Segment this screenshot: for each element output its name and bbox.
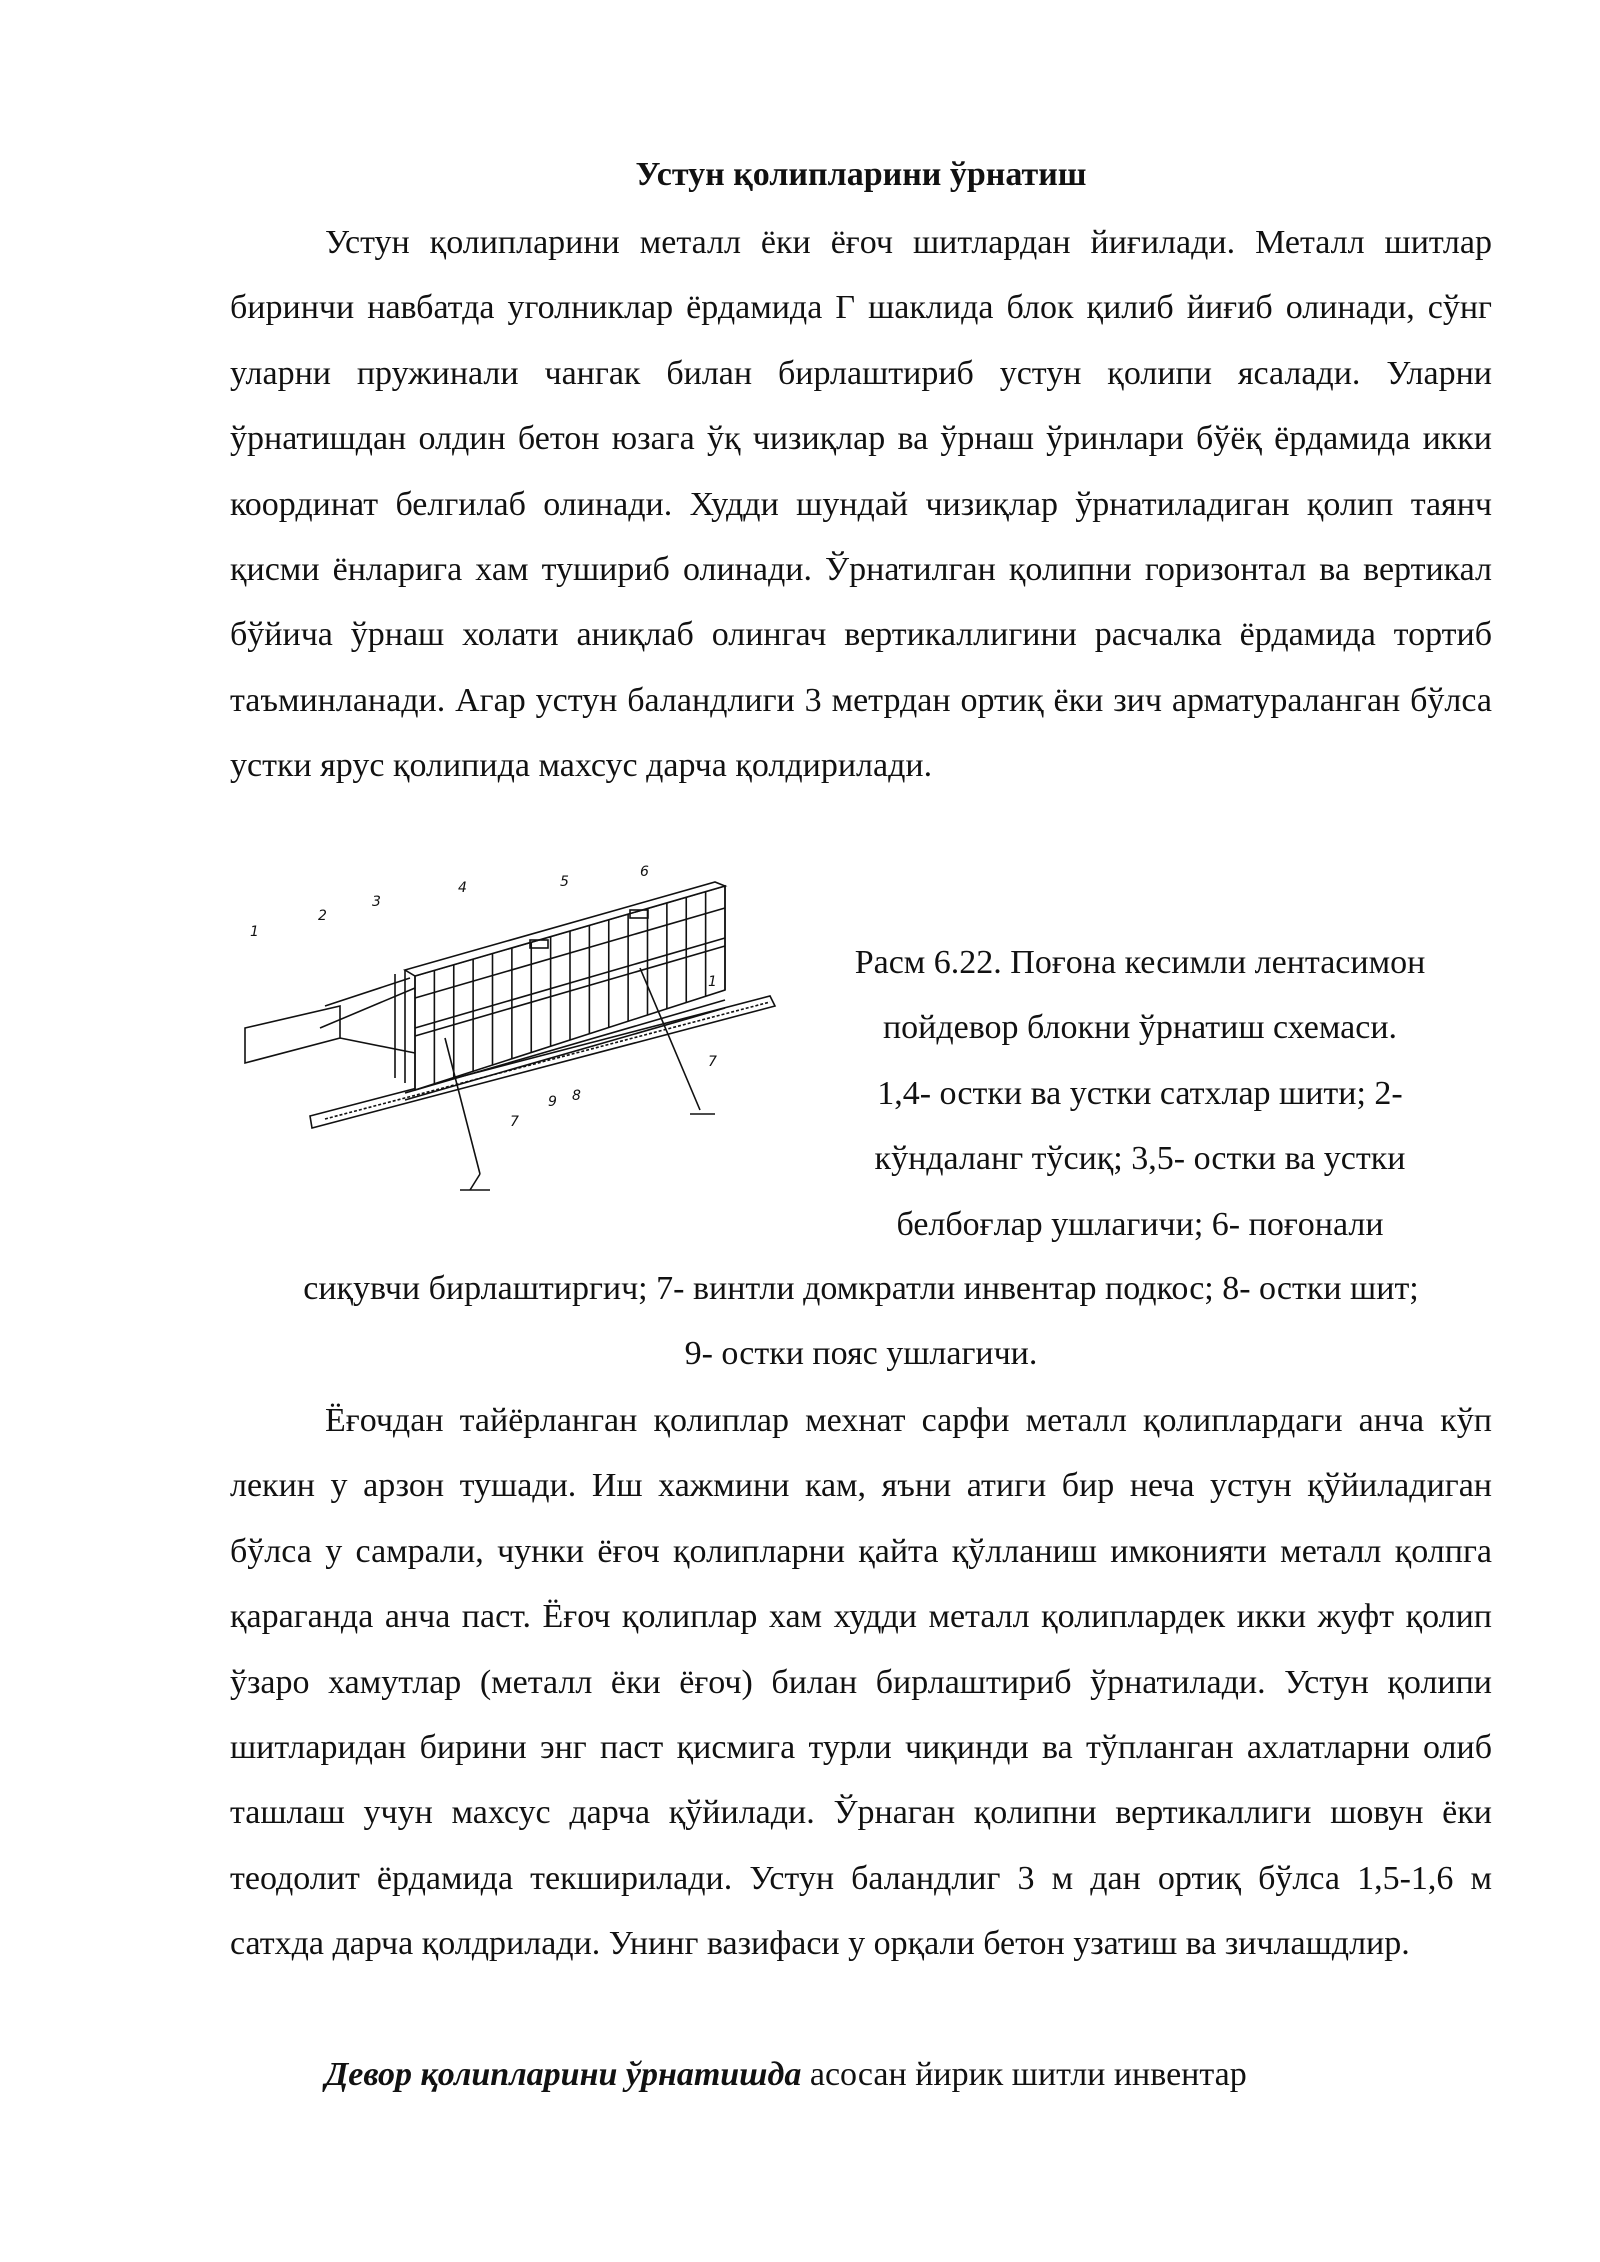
figure-label: 1 bbox=[708, 974, 717, 990]
caption-line: 1,4- остки ва устки сатхлар шити; 2- bbox=[877, 1074, 1403, 1112]
caption-line: сиқувчи бирлаштиргич; 7- винтли домкратли инвентар подкос; 8- остки шит; bbox=[303, 1270, 1419, 1307]
section-title: Устун қолипларини ўрнатиш bbox=[635, 156, 1087, 193]
figure-label: 3 bbox=[372, 894, 381, 910]
caption-line: пойдевор блокни ўрнатиш схемаси. bbox=[882, 1009, 1398, 1047]
figure-caption-continued bbox=[230, 1256, 1492, 1387]
caption-line: белбоғлар ушлагичи; 6- поғонали bbox=[896, 1205, 1384, 1243]
paragraph-text: асосан йирик шитли инвентар bbox=[801, 2056, 1247, 2093]
caption-line: Расм 6.22. Поғона кесимли лентасимон bbox=[854, 944, 1426, 981]
figure-label: 6 bbox=[640, 864, 649, 880]
paragraph-columns-formwork: Устун қолипларини металл ёки ёғоч шитлардан йиғилади. Металл шитлар биринчи навбатда уголниклар ёрдамида Г шаклида блок қилиб йиғиб олинади, сўнг уларни пружинали чангак билан бирлаштириб устун қолипи ясалади. Уларни ўрнатишдан олдин бетон юзага ўқ чизиқлар ва ўрнаш ўринлари бўёқ ёрдамида икки координат белгилаб олинади. Худди шундай чизиқлар ўрнатиладиган қолип таянч қисми ёнларига хам тушириб олинади. Ўрнатилган қолипни горизонтал ва вертикал бўйича ўрнаш холати аниқлаб олингач вертикаллигини расчалка ёрдамида тортиб таъминланади. Агар устун баландлиги 3 метрдан ортиқ ёки зич арматураланган бўлса устки ярус қолипида махсус дарча қолдирилади. bbox=[230, 224, 1492, 785]
paragraph-wall-formwork bbox=[230, 2042, 1492, 2107]
formwork-diagram bbox=[230, 864, 790, 1208]
figure-caption bbox=[820, 930, 1460, 1257]
figure-label: 1 bbox=[250, 924, 259, 940]
figure-label: 8 bbox=[572, 1088, 581, 1104]
figure-label: 7 bbox=[510, 1114, 519, 1130]
figure-label: 9 bbox=[548, 1094, 557, 1110]
emphasis-text: Девор қолипларини ўрнатишда bbox=[325, 2056, 802, 2093]
caption-line: 9- остки пояс ушлагичи. bbox=[684, 1335, 1038, 1373]
figure-label: 4 bbox=[458, 880, 467, 896]
figure-label: 5 bbox=[560, 874, 569, 890]
figure-label: 2 bbox=[318, 908, 327, 924]
figure-label: 7 bbox=[708, 1054, 717, 1070]
caption-line: кўндаланг тўсиқ; 3,5- остки ва устки bbox=[874, 1140, 1406, 1178]
paragraph-wooden-formwork: Ёғочдан тайёрланган қолиплар мехнат сарфи металл қолиплардаги анча кўп лекин у арзон тушади. Иш хажмини кам, яъни атиги бир неча устун қўйиладиган бўлса у самрали, чунки ёғоч қолипларни қайта қўлланиш имконияти металл қолпга қараганда анча паст. Ёғоч қолиплар хам худди металл қолиплардек икки жуфт қолип ўзаро хамутлар (металл ёки ёғоч) билан бирлаштириб ўрнатилади. Устун қолипи шитларидан бирини энг паст қисмига турли чиқинди ва тўпланган ахлатларни олиб ташлаш учун махсус дарча қўйилади. Ўрнаган қолипни вертикаллиги шовун ёки теодолит ёрдамида текширилади. Устун баландлиг 3 м дан ортиқ бўлса 1,5-1,6 м сатхда дарча қолдрилади. Унинг вазифаси у орқали бетон узатиш ва зичлашдлир. bbox=[230, 1402, 1492, 1963]
